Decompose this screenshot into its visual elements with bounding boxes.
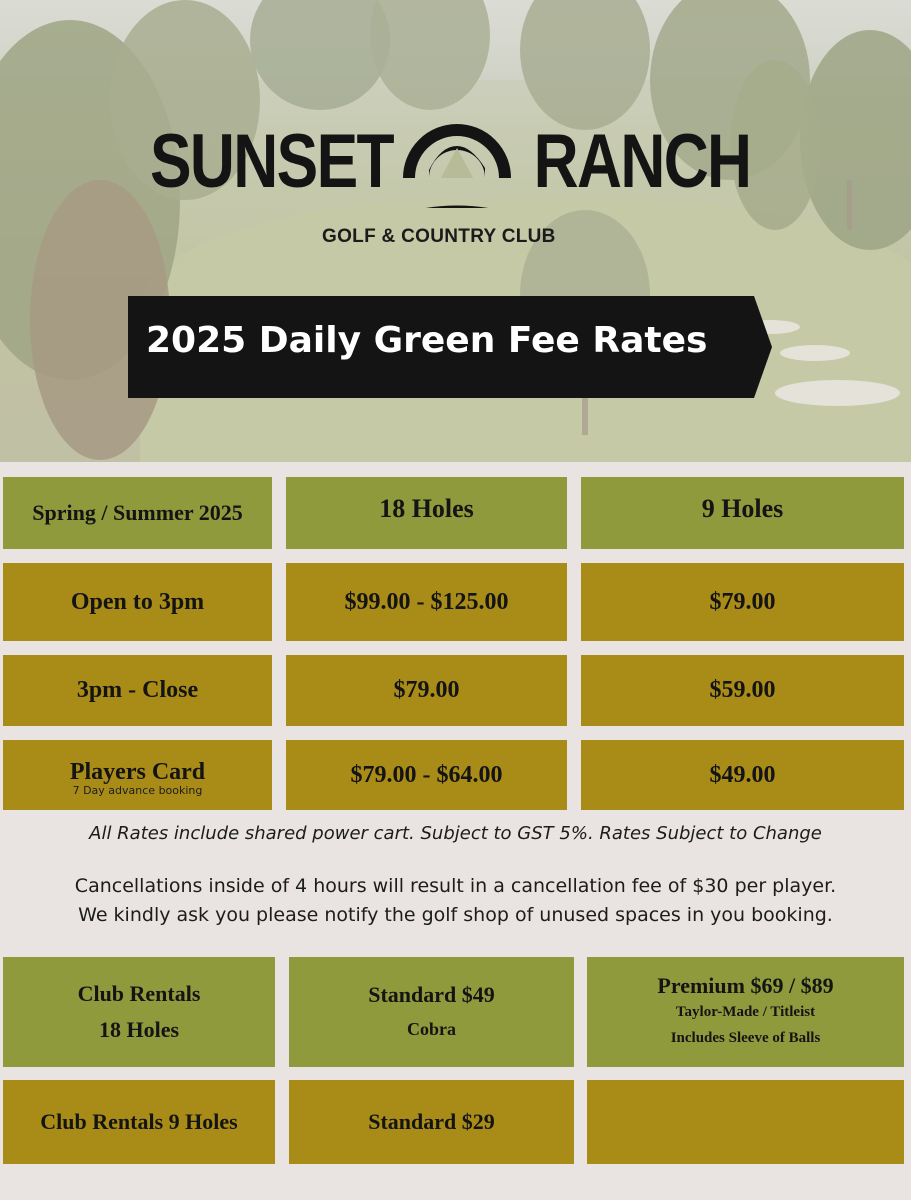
row-label-text: 3pm - Close [76, 677, 199, 703]
rate-18-text: $79.00 - $64.00 [350, 761, 503, 788]
cancellation-note [0, 872, 911, 930]
sunset-emblem-icon [401, 108, 513, 208]
rate-9-text: $79.00 [709, 588, 776, 615]
row-label [3, 563, 272, 641]
rate-9 [581, 655, 904, 726]
logo-word-right: RANCH [533, 119, 750, 204]
rental-label-9-text: Club Rentals 9 Holes [40, 1109, 238, 1134]
rental-premium-9 [587, 1080, 904, 1164]
premium-extra: Includes Sleeve of Balls [670, 1030, 821, 1046]
rate-9 [581, 563, 904, 641]
premium-brands: Taylor-Made / Titleist [675, 1004, 816, 1020]
season-label: Spring / Summer 2025 [32, 500, 243, 525]
season-header [3, 477, 272, 549]
row-label [3, 740, 272, 810]
rental-label-9 [3, 1080, 275, 1164]
rental-label-line-1: Club Rentals [77, 981, 201, 1006]
rate-18 [286, 740, 567, 810]
standard-brand: Cobra [407, 1019, 456, 1039]
cancellation-line-2: We kindly ask you please notify the golf shop of unused spaces in you booking. [78, 904, 833, 926]
logo-subtitle: GOLF & COUNTRY CLUB [322, 226, 556, 247]
logo-word-left: SUNSET [150, 119, 393, 204]
col-9-label: 9 Holes [701, 494, 784, 523]
club-logo [150, 108, 750, 248]
page-title: 2025 Daily Green Fee Rates [146, 320, 708, 361]
col-header-9 [581, 477, 904, 549]
rental-standard-9 [289, 1080, 574, 1164]
rental-label-line-2: 18 Holes [98, 1017, 180, 1042]
standard-price: Standard $49 [368, 982, 495, 1007]
rate-18-text: $99.00 - $125.00 [344, 588, 509, 615]
premium-price: Premium $69 / $89 [657, 973, 834, 998]
rate-9-text: $59.00 [709, 677, 776, 703]
rate-18 [286, 563, 567, 641]
rental-label-18 [3, 957, 275, 1067]
row-label [3, 655, 272, 726]
row-note: 7 Day advance booking [72, 784, 203, 797]
rate-18-text: $79.00 [393, 677, 460, 703]
rental-premium-18 [587, 957, 904, 1067]
row-label-text: Players Card [69, 759, 206, 785]
title-banner [128, 296, 772, 398]
rental-standard-18 [289, 957, 574, 1067]
rate-18 [286, 655, 567, 726]
col-18-label: 18 Holes [379, 494, 474, 523]
standard-price-9: Standard $29 [368, 1109, 495, 1134]
cancellation-line-1: Cancellations inside of 4 hours will result in a cancellation fee of $30 per player. [74, 875, 837, 897]
rate-9-text: $49.00 [709, 761, 776, 788]
rates-info-note: All Rates include shared power cart. Subject to GST 5%. Rates Subject to Change [89, 823, 822, 844]
rate-9 [581, 740, 904, 810]
col-header-18 [286, 477, 567, 549]
row-label-text: Open to 3pm [70, 588, 205, 615]
